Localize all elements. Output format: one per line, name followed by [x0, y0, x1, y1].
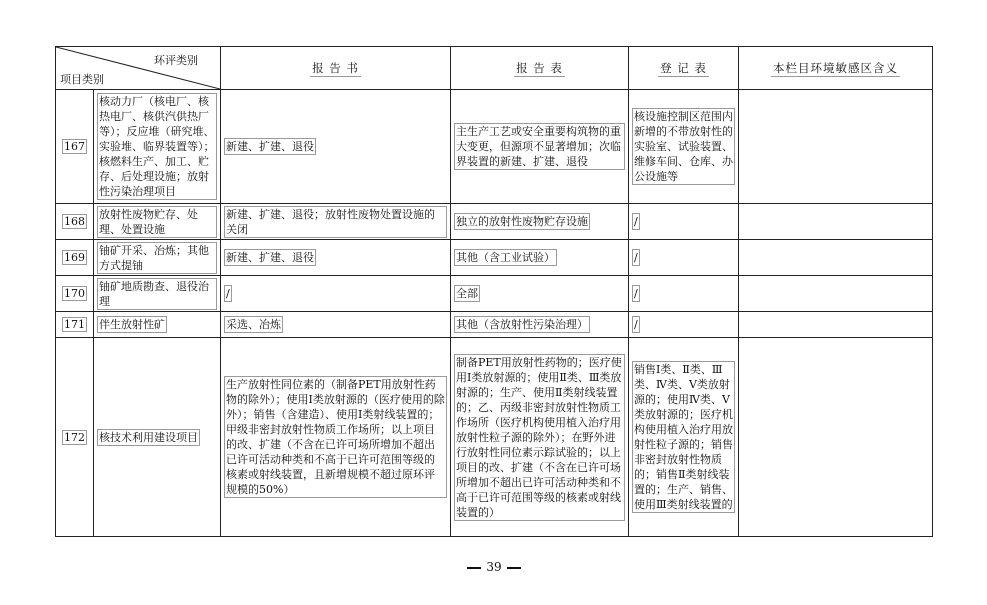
row-number: 167: [56, 90, 94, 204]
row-number: 169: [56, 240, 94, 276]
sensitive-area-cell: [739, 204, 933, 240]
project-category: 铀矿开采、冶炼；其他方式提铀: [94, 240, 221, 276]
footer-dash-left: [467, 567, 481, 569]
sensitive-area-cell: [739, 312, 933, 338]
table-row: [56, 204, 933, 240]
registration-cell: /: [629, 312, 739, 338]
sensitive-area-cell: [739, 338, 933, 537]
row-number: 172: [56, 338, 94, 537]
registration-cell: /: [629, 204, 739, 240]
sensitive-area-cell: [739, 240, 933, 276]
table-row: [56, 90, 933, 204]
page-number: 39: [486, 560, 502, 574]
diag-bottom-label: 项目类别: [60, 73, 104, 86]
report-book-cell: 新建、扩建、退役: [221, 240, 451, 276]
report-form-cell: 主生产工艺或安全重要构筑物的重大变更，但源项不显著增加；次临界装置的新建、扩建、退役: [451, 90, 629, 204]
report-book-cell: 采选、冶炼: [221, 312, 451, 338]
sensitive-area-cell: [739, 90, 933, 204]
table-row: [56, 312, 933, 338]
report-form-cell: 制备PET用放射性药物的；医疗使用Ⅰ类放射源的；使用Ⅱ类、Ⅲ类放射源的；生产、使用Ⅱ类射线装置的；乙、丙级非密封放射性物质工作场所（医疗机构使用植入治疗用放射性粒子源的除外）；在野外进行放射性同位素示踪试验的；以上项目的改、扩建（不含在已许可场所增加不超出已许可活动种类和不高于已许可范围等级的核素或射线装置的）: [451, 338, 629, 537]
page-footer: [458, 560, 530, 574]
project-category: 伴生放射性矿: [94, 312, 221, 338]
header-row: [56, 47, 933, 90]
report-book-cell: 新建、扩建、退役: [221, 90, 451, 204]
diag-top-label: 环评类别: [154, 54, 198, 67]
sensitive-area-cell: [739, 276, 933, 312]
registration-cell: 销售Ⅰ类、Ⅱ类、Ⅲ类、Ⅳ类、Ⅴ类放射源的；使用Ⅳ类、Ⅴ类放射源的；医疗机构使用植入治疗用放射性粒子源的；销售非密封放射性物质的；销售Ⅱ类射线装置的；生产、销售、使用Ⅲ类射线装置的: [629, 338, 739, 537]
classification-table: [55, 46, 933, 537]
report-form-cell: 全部: [451, 276, 629, 312]
report-book-cell: 生产放射性同位素的（制备PET用放射性药物的除外）；使用Ⅰ类放射源的（医疗使用的除外）；销售（含建造）、使用Ⅰ类射线装置的；甲级非密封放射性物质工作场所；以上项目的改、扩建（不含在已许可场所增加不超出已许可活动种类和不高于已许可范围等级的核素或射线装置，且新增规模不超过原环评规模的50%）: [221, 338, 451, 537]
row-number: 171: [56, 312, 94, 338]
project-category: 核动力厂（核电厂、核热电厂、核供汽供热厂等）；反应堆（研究堆、实验堆、临界装置等）；核燃料生产、加工、贮存、后处理设施；放射性污染治理项目: [94, 90, 221, 204]
col-header-registration: 登 记 表: [629, 47, 739, 90]
project-category: 核技术利用建设项目: [94, 338, 221, 537]
report-form-cell: 其他（含工业试验）: [451, 240, 629, 276]
report-form-cell: 独立的放射性废物贮存设施: [451, 204, 629, 240]
project-category: 铀矿地质勘查、退役治理: [94, 276, 221, 312]
footer-dash-right: [507, 567, 521, 569]
col-header-report-book: 报 告 书: [221, 47, 451, 90]
registration-cell: 核设施控制区范围内新增的不带放射性的实验室、试验装置、维修车间、仓库、办公设施等: [629, 90, 739, 204]
table-row: [56, 240, 933, 276]
row-number: 170: [56, 276, 94, 312]
col-header-report-form: 报 告 表: [451, 47, 629, 90]
report-book-cell: /: [221, 276, 451, 312]
col-header-sensitive: 本栏目环境敏感区含义: [739, 47, 933, 90]
report-book-cell: 新建、扩建、退役；放射性废物处置设施的关闭: [221, 204, 451, 240]
registration-cell: /: [629, 240, 739, 276]
table-row: [56, 338, 933, 537]
row-number: 168: [56, 204, 94, 240]
registration-cell: /: [629, 276, 739, 312]
project-category: 放射性废物贮存、处理、处置设施: [94, 204, 221, 240]
table-row: [56, 276, 933, 312]
report-form-cell: 其他（含放射性污染治理）: [451, 312, 629, 338]
diagonal-header-cell: [56, 47, 221, 90]
